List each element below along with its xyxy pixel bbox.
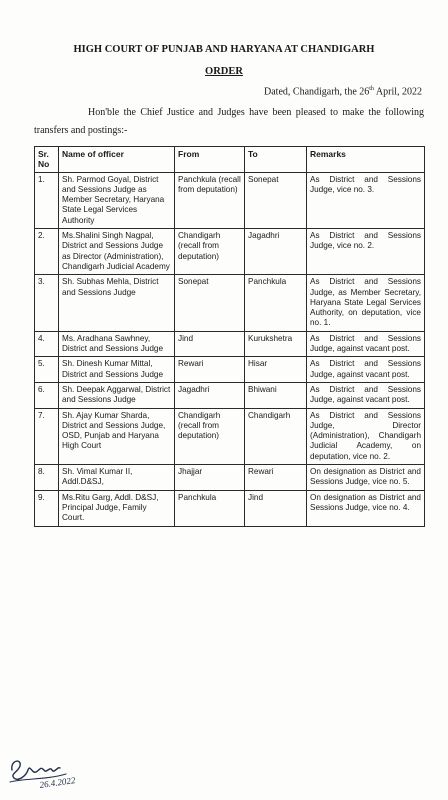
col-header-from: From <box>175 147 245 173</box>
from-station: Jind <box>175 331 245 357</box>
dated-line: Dated, Chandigarh, the 26th April, 2022 <box>264 86 422 98</box>
to-station: Jagadhri <box>245 229 307 275</box>
table-row <box>35 357 425 383</box>
officer-name: Sh. Dinesh Kumar Mittal, District and Sessions Judge <box>59 357 175 383</box>
sr-no: 9. <box>35 490 59 526</box>
from-station: Chandigarh (recall from deputation) <box>175 229 245 275</box>
officer-name: Ms.Ritu Garg, Addl. D&SJ, Principal Judge, Family Court. <box>59 490 175 526</box>
to-station: Sonepat <box>245 172 307 228</box>
court-title: HIGH COURT OF PUNJAB AND HARYANA AT CHANDIGARH <box>73 44 375 55</box>
officer-name: Ms.Shalini Singh Nagpal, District and Sessions Judge as Director (Administration), Chandigarh Judicial Academy <box>59 229 175 275</box>
table-row <box>35 172 425 228</box>
remarks: As District and Sessions Judge, as Member Secretary, Haryana State Legal Services Authority, on deputation, vice no. 1. <box>307 275 425 331</box>
sr-no: 8. <box>35 465 59 491</box>
to-station: Kurukshetra <box>245 331 307 357</box>
to-station: Rewari <box>245 465 307 491</box>
officer-name: Sh. Ajay Kumar Sharda, District and Sessions Judge, OSD, Punjab and Haryana High Court <box>59 408 175 464</box>
svg-text:26.4.2022: 26.4.2022 <box>38 775 76 790</box>
table-row <box>35 490 425 526</box>
remarks: On designation as District and Sessions Judge, vice no. 4. <box>307 490 425 526</box>
order-heading: ORDER <box>205 66 243 77</box>
intro-paragraph: Hon'ble the Chief Justice and Judges have been pleased to make the following transfers and postings:- <box>34 107 424 136</box>
col-header-sr: Sr. No <box>35 147 59 173</box>
officer-name: Sh. Parmod Goyal, District and Sessions Judge as Member Secretary, Haryana State Legal Services Authority <box>59 172 175 228</box>
transfers-table <box>34 146 425 527</box>
remarks: As District and Sessions Judge, vice no. 2. <box>307 229 425 275</box>
from-station: Chandigarh (recall from deputation) <box>175 408 245 464</box>
handwritten-signature <box>6 752 116 792</box>
sr-no: 7. <box>35 408 59 464</box>
from-station: Panchkula <box>175 490 245 526</box>
table-row <box>35 229 425 275</box>
sr-no: 6. <box>35 382 59 408</box>
from-station: Sonepat <box>175 275 245 331</box>
sr-no: 1. <box>35 172 59 228</box>
col-header-name: Name of officer <box>59 147 175 173</box>
to-station: Jind <box>245 490 307 526</box>
from-station: Jagadhri <box>175 382 245 408</box>
to-station: Bhiwani <box>245 382 307 408</box>
table-row <box>35 275 425 331</box>
remarks: As District and Sessions Judge, against vacant post. <box>307 331 425 357</box>
remarks: As District and Sessions Judge, Director (Administration), Chandigarh Judicial Academy, on deputation, vice no. 2. <box>307 408 425 464</box>
col-header-remarks: Remarks <box>307 147 425 173</box>
table-row <box>35 408 425 464</box>
to-station: Hisar <box>245 357 307 383</box>
sr-no: 2. <box>35 229 59 275</box>
table-row <box>35 382 425 408</box>
table-row <box>35 331 425 357</box>
table-header-row <box>35 147 425 173</box>
from-station: Panchkula (recall from deputation) <box>175 172 245 228</box>
remarks: As District and Sessions Judge, against vacant post. <box>307 382 425 408</box>
to-station: Chandigarh <box>245 408 307 464</box>
remarks: As District and Sessions Judge, against vacant post. <box>307 357 425 383</box>
from-station: Jhajjar <box>175 465 245 491</box>
officer-name: Ms. Aradhana Sawhney, District and Sessions Judge <box>59 331 175 357</box>
remarks: As District and Sessions Judge, vice no. 3. <box>307 172 425 228</box>
from-station: Rewari <box>175 357 245 383</box>
remarks: On designation as District and Sessions Judge, vice no. 5. <box>307 465 425 491</box>
sr-no: 4. <box>35 331 59 357</box>
officer-name: Sh. Subhas Mehla, District and Sessions Judge <box>59 275 175 331</box>
sr-no: 5. <box>35 357 59 383</box>
to-station: Panchkula <box>245 275 307 331</box>
sr-no: 3. <box>35 275 59 331</box>
officer-name: Sh. Vimal Kumar II, Addl.D&SJ, <box>59 465 175 491</box>
table-row <box>35 465 425 491</box>
officer-name: Sh. Deepak Aggarwal, District and Sessions Judge <box>59 382 175 408</box>
col-header-to: To <box>245 147 307 173</box>
